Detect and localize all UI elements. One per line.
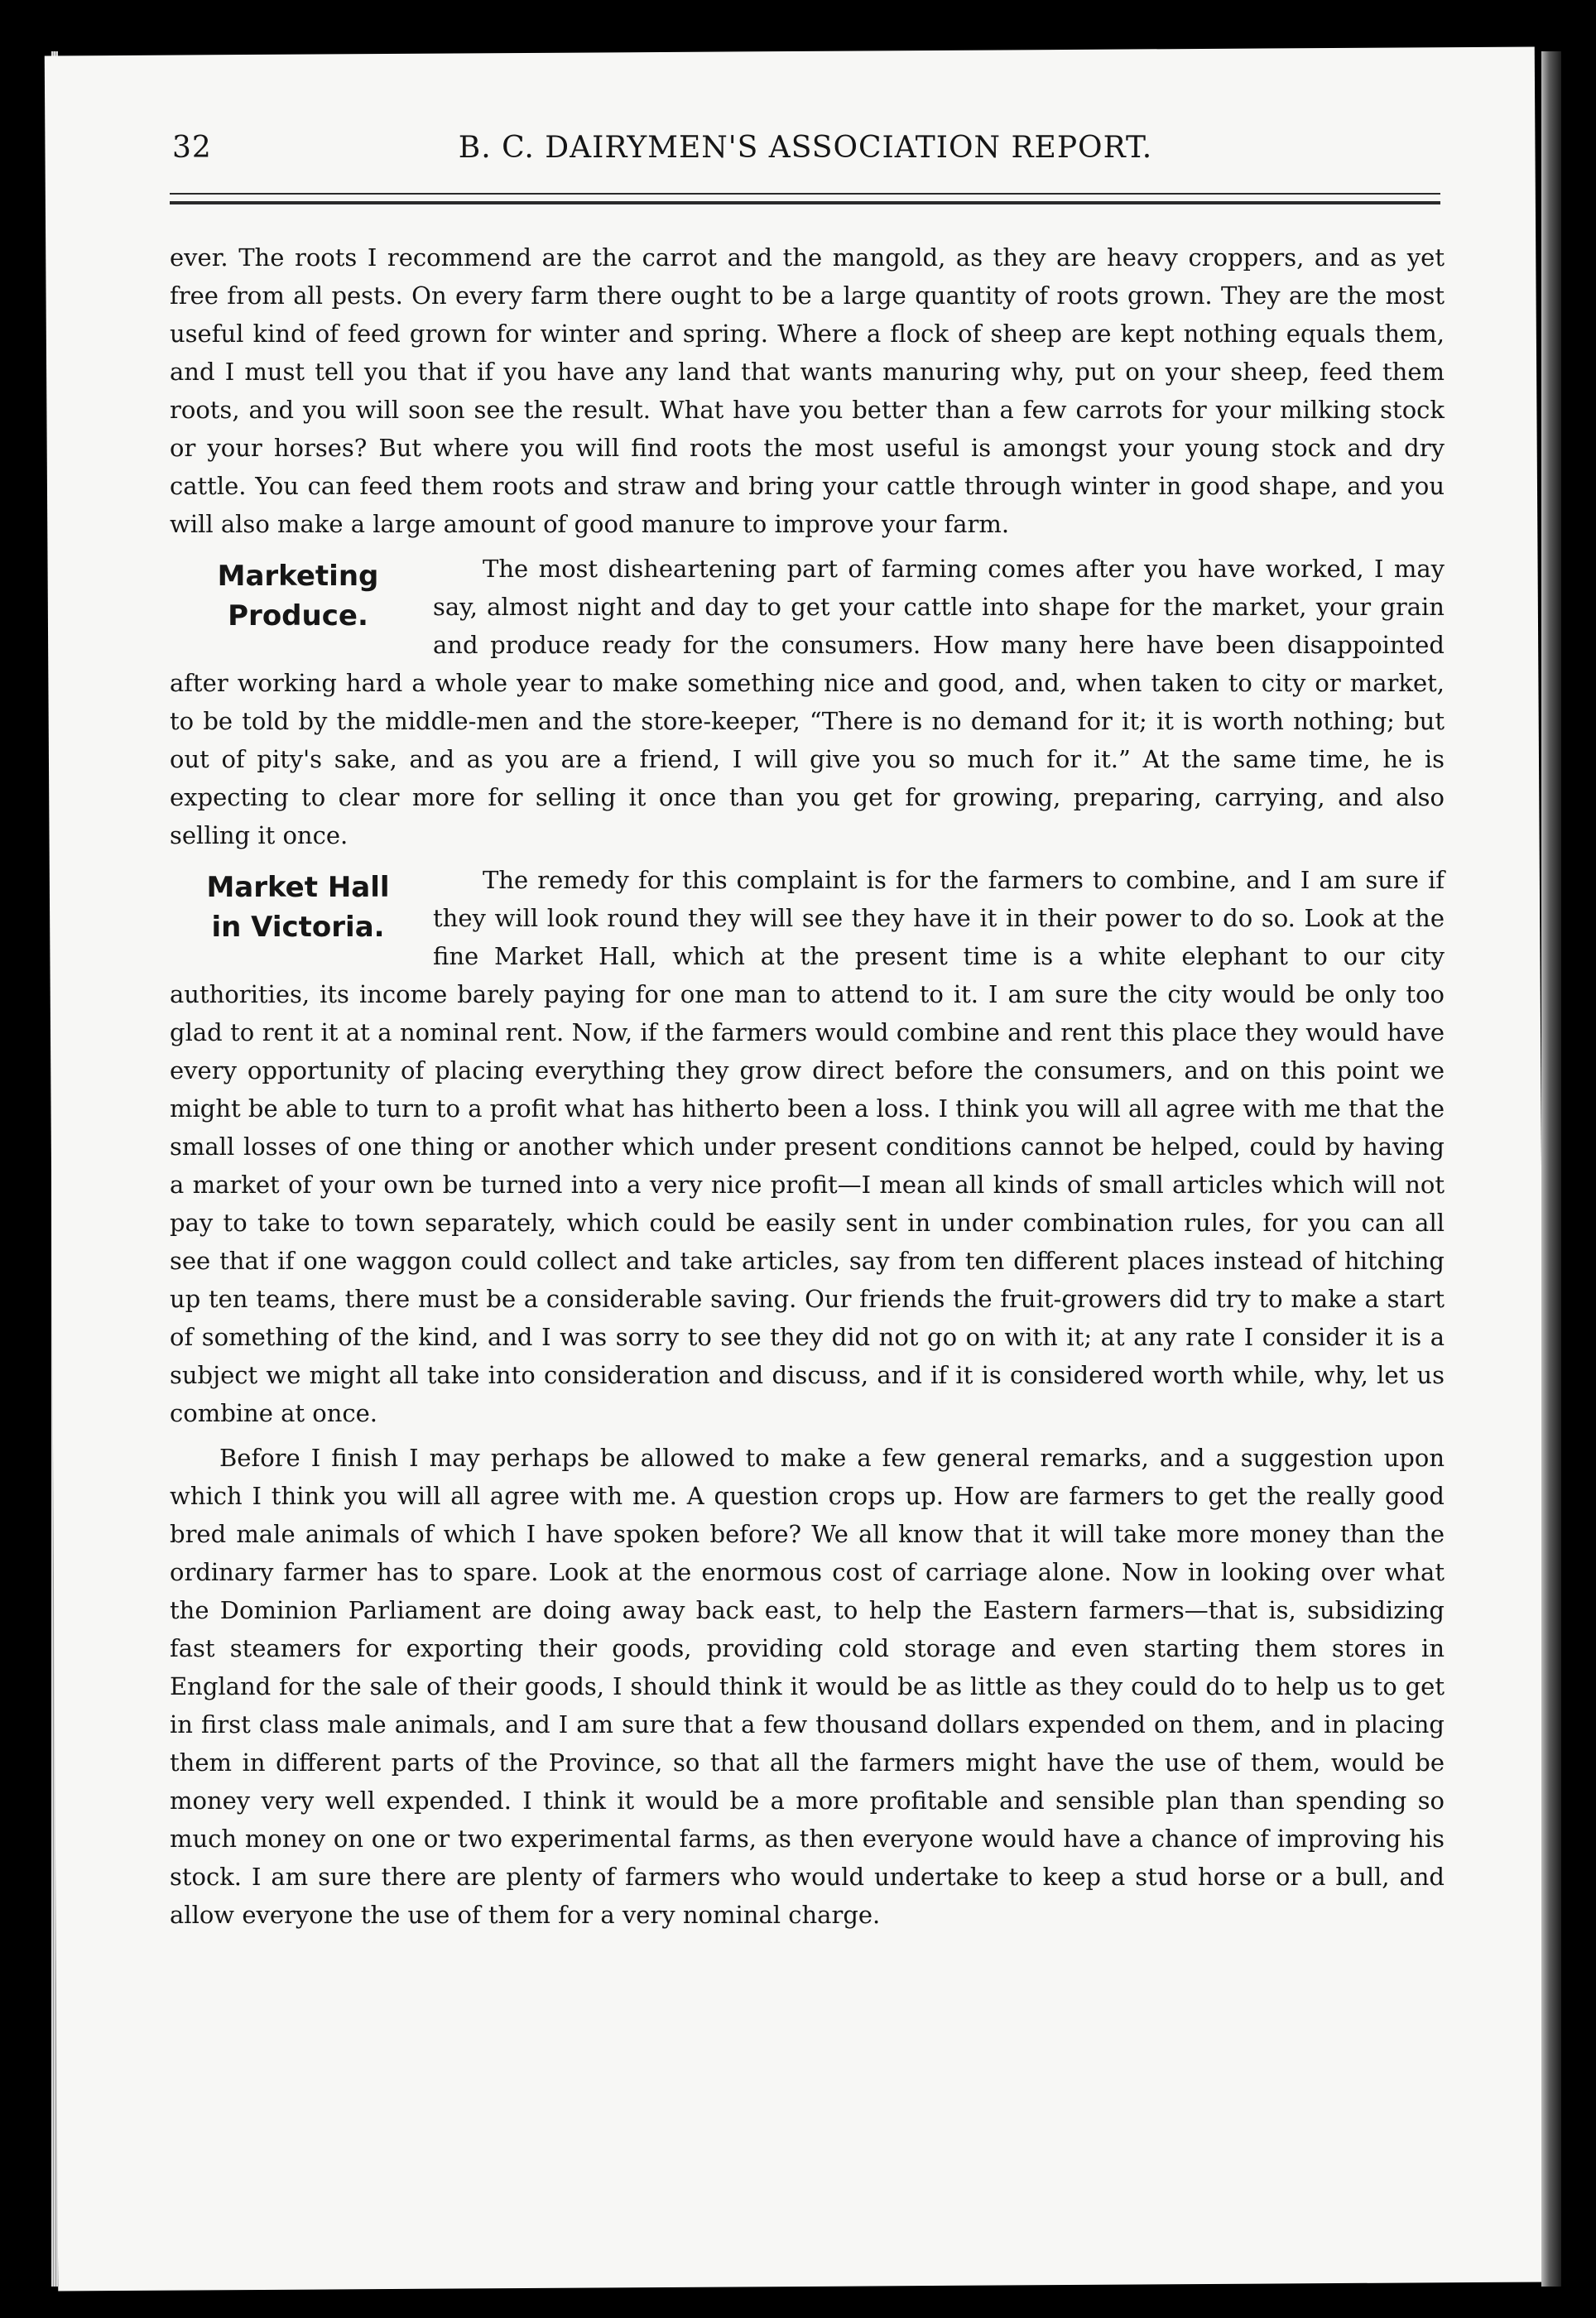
- page-body: [170, 238, 1445, 1934]
- sidenote-market-hall: [186, 868, 410, 947]
- page-number: 32: [172, 131, 212, 165]
- page-header: [172, 131, 1439, 180]
- paragraph-roots: ever. The roots I recommend are the carrot and the mangold, as they are heavy croppers, and as yet free from all pests. On every farm there ought to be a large quantity of roots grown. They are the most useful kind of feed grown for winter and spring. Where a flock of sheep are kept nothing equals them, and I must tell you that if you have any land that wants manuring why, put on your sheep, feed them roots, and you will soon see the result. What have you better than a few carrots for your milking stock or your horses? But where you will find roots the most useful is amongst your young stock and dry cattle. You can feed them roots and straw and bring your cattle through winter in good shape, and you will also make a large amount of good manure to improve your farm.: [170, 243, 1445, 538]
- paragraph-marketing: The most disheartening part of farming comes after you have worked, I may say, almost night and day to get your cattle into shape for the market, your grain and produce ready for the consumers. How many here have been disappointed after working hard a whole year to make something nice and good, and, when taken to city or market, to be told by the middle-men and the store-keeper, “There is no demand for it; it is worth nothing; but out of pity's sake, and as you are a friend, I will give you so much for it.” At the same time, he is expecting to clear more for selling it once than you get for growing, preparing, carrying, and also selling it once.: [170, 555, 1445, 849]
- sidenote-marketing-line2: Produce.: [228, 599, 368, 632]
- sidenote-marketing-line1: Marketing: [217, 560, 379, 593]
- sidenote-marketing-produce: [186, 556, 410, 636]
- sidenote-market-hall-line1: Market Hall: [206, 871, 390, 904]
- header-rule-thick: [170, 201, 1440, 204]
- running-head: B. C. DAIRYMEN'S ASSOCIATION REPORT.: [458, 131, 1153, 165]
- paragraph-market-hall: The remedy for this complaint is for the farmers to combine, and I am sure if they will look round they will see they have it in their power to do so. Look at the fine Market Hall, which at the present time is a white elephant to our city authorities, its income barely paying for one man to attend to it. I am sure the city would be only too glad to rent it at a nominal rent. Now, if the farmers would combine and rent this place they would have every opportunity of placing everything they grow direct before the consumers, and on this point we might be able to turn to a profit what has hitherto been a loss. I think you will all agree with me that the small losses of one thing or another which under present conditions cannot be helped, could by having a market of your own be turned into a very nice profit—I mean all kinds of small articles which will not pay to take to town separately, which could be easily sent in under combination rules, for you can all see that if one waggon could collect and take articles, say from ten different places instead of hitching up ten teams, there must be a considerable saving. Our friends the fruit-growers did try to make a start of something of the kind, and I was sorry to see they did not go on with it; at any rate I consider it is a subject we might all take into consideration and discuss, and if it is considered worth while, why, let us combine at once.: [170, 866, 1445, 1427]
- paragraph-suggestion: Before I finish I may perhaps be allowed to make a few general remarks, and a suggestion upon which I think you will all agree with me. A question crops up. How are farmers to get the really good bred male animals of which I have spoken before? We all know that it will take more money than the ordinary farmer has to spare. Look at the enormous cost of carriage alone. Now in looking over what the Dominion Parliament are doing away back east, to help the Eastern farmers—that is, subsidizing fast steamers for exporting their goods, providing cold storage and even starting them stores in England for the sale of their goods, I should think it would be as little as they could do to help us to get in first class male animals, and I am sure that a few thousand dollars expended on them, and in placing them in different parts of the Province, so that all the farmers might have the use of them, would be money very well expended. I think it would be a more profitable and sensible plan than spending so much money on one or two experimental farms, as then everyone would have a chance of improving his stock. I am sure there are plenty of farmers who would undertake to keep a stud horse or a bull, and allow everyone the use of them for a very nominal charge.: [170, 1444, 1445, 1929]
- sidenote-market-hall-line2: in Victoria.: [211, 911, 385, 944]
- header-rule-thin: [170, 193, 1440, 195]
- page-binding-shadow: [1541, 51, 1561, 2287]
